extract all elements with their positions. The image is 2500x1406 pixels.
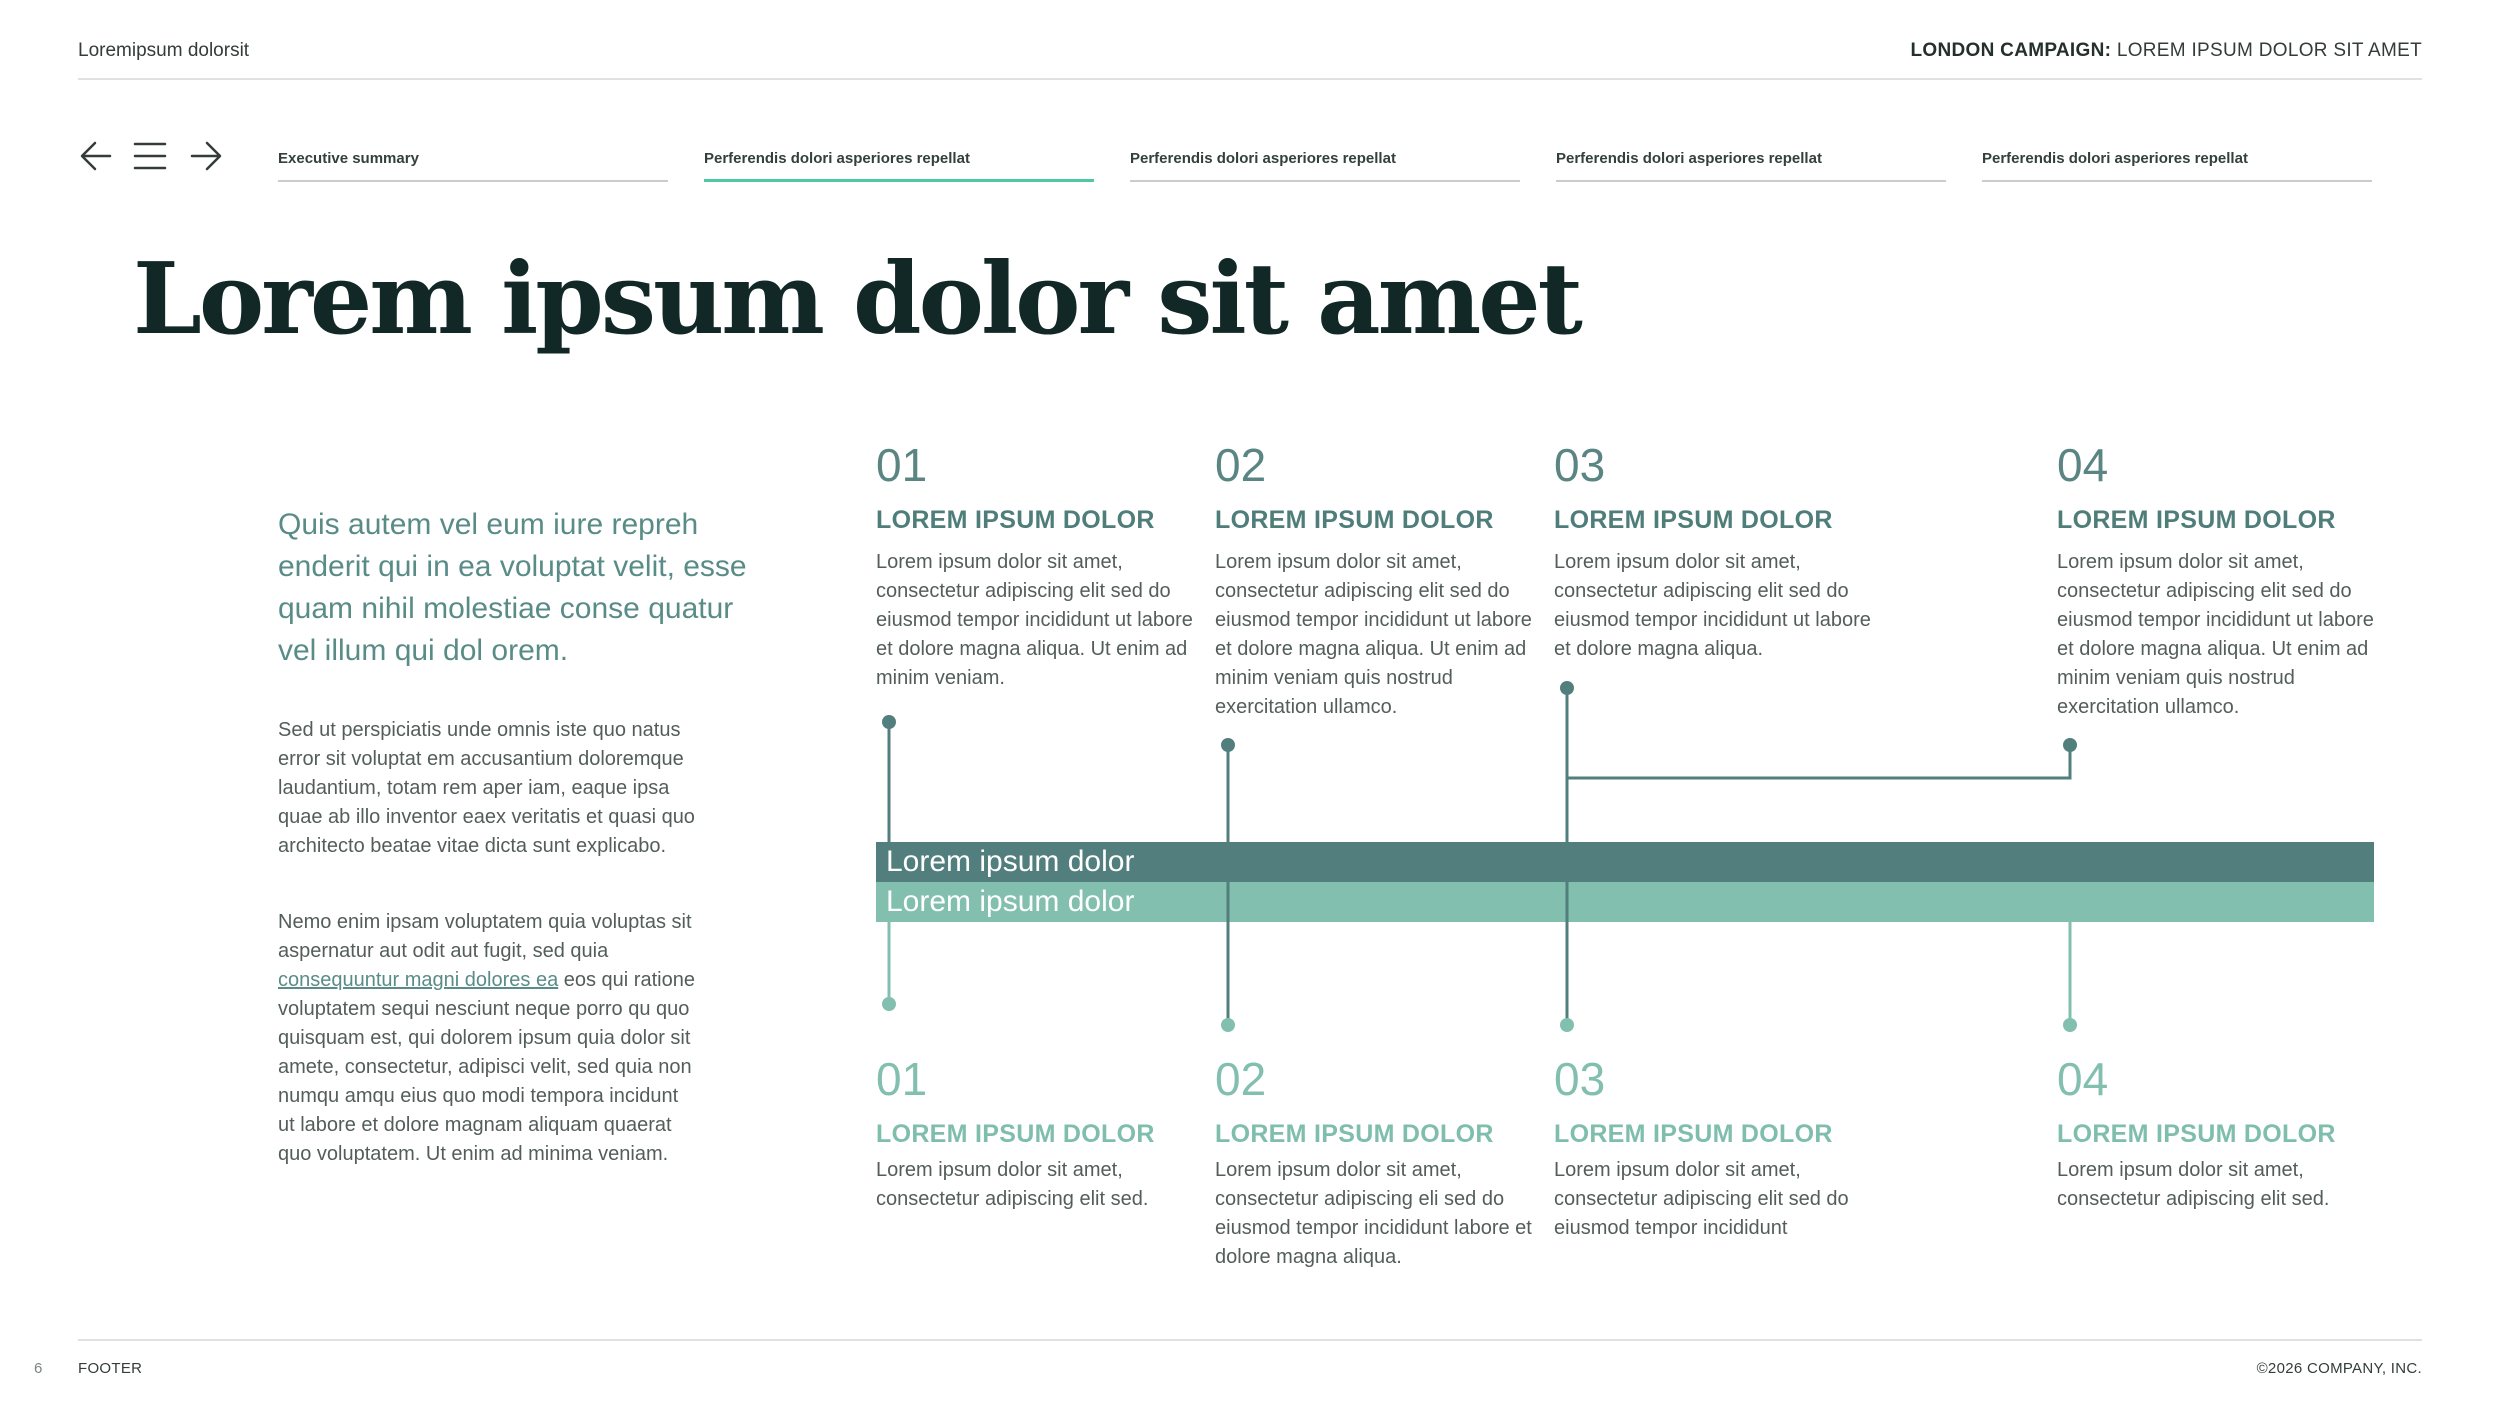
intro-paragraph-1: Sed ut perspiciatis unde omnis iste quo natus error sit voluptat em accusantium doloremque laudantium, totam rem aper iam, eaque ipsa quae ab illo inventor eaex veritatis et quasi quo architecto beatae vitae dicta sunt explicabo. [278, 719, 695, 857]
consequuntur-link[interactable]: consequuntur magni dolores ea [278, 969, 559, 991]
tab-executive-summary[interactable]: Executive summary [278, 150, 668, 182]
top-dot-03 [1560, 681, 1574, 695]
timeline-bar-light: Lorem ipsum dolor [876, 882, 2374, 922]
footer-divider [78, 1339, 2422, 1341]
bottom-item-body: Lorem ipsum dolor sit amet, consectetur adipiscing elit sed do eiusmod tempor incididunt [1554, 1159, 1849, 1239]
top-item-number: 03 [1554, 439, 1606, 491]
top-item-body: Lorem ipsum dolor sit amet, consectetur adipiscing elit sed do eiusmod tempor incididunt ut labore et dolore magna aliqua. [1554, 551, 1871, 660]
bottom-item-number: 04 [2057, 1053, 2109, 1105]
top-item-title: LOREM IPSUM DOLOR [1554, 506, 1833, 534]
top-item-body: Lorem ipsum dolor sit amet, consectetur adipiscing elit sed do eiusmod tempor incididunt ut labore et dolore magna aliqua. Ut enim ad minim veniam quis nostrud exercitation ullamco. [1215, 551, 1532, 718]
top-item-title: LOREM IPSUM DOLOR [1215, 506, 1494, 534]
bottom-item-title: LOREM IPSUM DOLOR [2057, 1120, 2336, 1148]
top-item-body: Lorem ipsum dolor sit amet, consectetur adipiscing elit sed do eiusmod tempor incididunt ut labore et dolore magna aliqua. Ut enim ad minim veniam quis nostrud exercitation ullamco. [2057, 551, 2374, 718]
top-item-number: 04 [2057, 439, 2109, 491]
bottom-dot-03 [1560, 1018, 1574, 1032]
bottom-connectors [889, 922, 2070, 1025]
tab-section-4[interactable]: Perferendis dolori asperiores repellat [1982, 150, 2372, 182]
campaign-label: LONDON CAMPAIGN: [1910, 40, 2112, 61]
campaign-heading [1910, 40, 2422, 62]
menu-icon[interactable] [132, 138, 168, 174]
footer-label: FOOTER [78, 1360, 143, 1377]
top-item-title: LOREM IPSUM DOLOR [2057, 506, 2336, 534]
bottom-dot-01 [882, 997, 896, 1011]
top-item-title: LOREM IPSUM DOLOR [876, 506, 1155, 534]
page-number: 6 [34, 1360, 43, 1377]
arrow-right-icon[interactable] [188, 138, 224, 174]
tab-section-3[interactable]: Perferendis dolori asperiores repellat [1556, 150, 1946, 182]
bottom-item-body: Lorem ipsum dolor sit amet, consectetur adipiscing elit sed. [876, 1159, 1149, 1210]
top-connector-04 [1567, 745, 2070, 778]
campaign-title: LOREM IPSUM DOLOR SIT AMET [2116, 40, 2422, 61]
bottom-item-number: 01 [876, 1053, 928, 1105]
tab-section-1[interactable]: Perferendis dolori asperiores repellat [704, 150, 1094, 182]
tab-section-2[interactable]: Perferendis dolori asperiores repellat [1130, 150, 1520, 182]
top-dot-01 [882, 715, 896, 729]
top-dot-02 [1221, 738, 1235, 752]
top-dot-04 [2063, 738, 2077, 752]
bottom-item-number: 03 [1554, 1053, 1606, 1105]
intro-lead: Quis autem vel eum iure repreh enderit qui in ea voluptat velit, esse quam nihil molestiae conse quatur vel illum qui dol orem. [278, 508, 747, 667]
top-item-number: 01 [876, 439, 928, 491]
header-divider [78, 78, 2422, 80]
intro-paragraph-2-end: eos qui ratione voluptatem sequi nesciunt neque porro qu quo quisquam est, qui dolorem ipsum quia dolor sit amete, consectetur, adipisci velit, sed quia non numqu amqu eius quo modi tempora incidunt ut labore et dolore magnam aliquam quaerat quo voluptatem. Ut enim ad minima veniam. [278, 969, 695, 1165]
bottom-item-title: LOREM IPSUM DOLOR [1554, 1120, 1833, 1148]
bottom-connector-dots [882, 997, 2077, 1032]
intro-paragraph-2-start: Nemo enim ipsam voluptatem quia voluptas sit aspernatur aut odit aut fugit, sed quia [278, 911, 692, 962]
top-item-number: 02 [1215, 439, 1267, 491]
bottom-item-body: Lorem ipsum dolor sit amet, consectetur adipiscing elit sed. [2057, 1159, 2330, 1210]
copyright: ©2026 COMPANY, INC. [2256, 1360, 2422, 1377]
timeline-bar-dark: Lorem ipsum dolor [876, 842, 2374, 882]
bottom-item-body: Lorem ipsum dolor sit amet, consectetur adipiscing eli sed do eiusmod tempor incididunt labore et dolore magna aliqua. [1215, 1159, 1532, 1268]
bottom-dot-02 [1221, 1018, 1235, 1032]
arrow-left-icon[interactable] [78, 138, 114, 174]
bottom-item-title: LOREM IPSUM DOLOR [1215, 1120, 1494, 1148]
brand-name: Loremipsum dolorsit [78, 40, 250, 61]
bottom-item-title: LOREM IPSUM DOLOR [876, 1120, 1155, 1148]
bottom-item-number: 02 [1215, 1053, 1267, 1105]
bottom-dot-04 [2063, 1018, 2077, 1032]
page-title: Lorem ipsum dolor sit amet [133, 242, 1580, 357]
top-item-body: Lorem ipsum dolor sit amet, consectetur adipiscing elit sed do eiusmod tempor incididunt ut labore et dolore magna aliqua. Ut enim ad minim veniam. [876, 551, 1193, 689]
intro-paragraph-2 [278, 908, 698, 1169]
